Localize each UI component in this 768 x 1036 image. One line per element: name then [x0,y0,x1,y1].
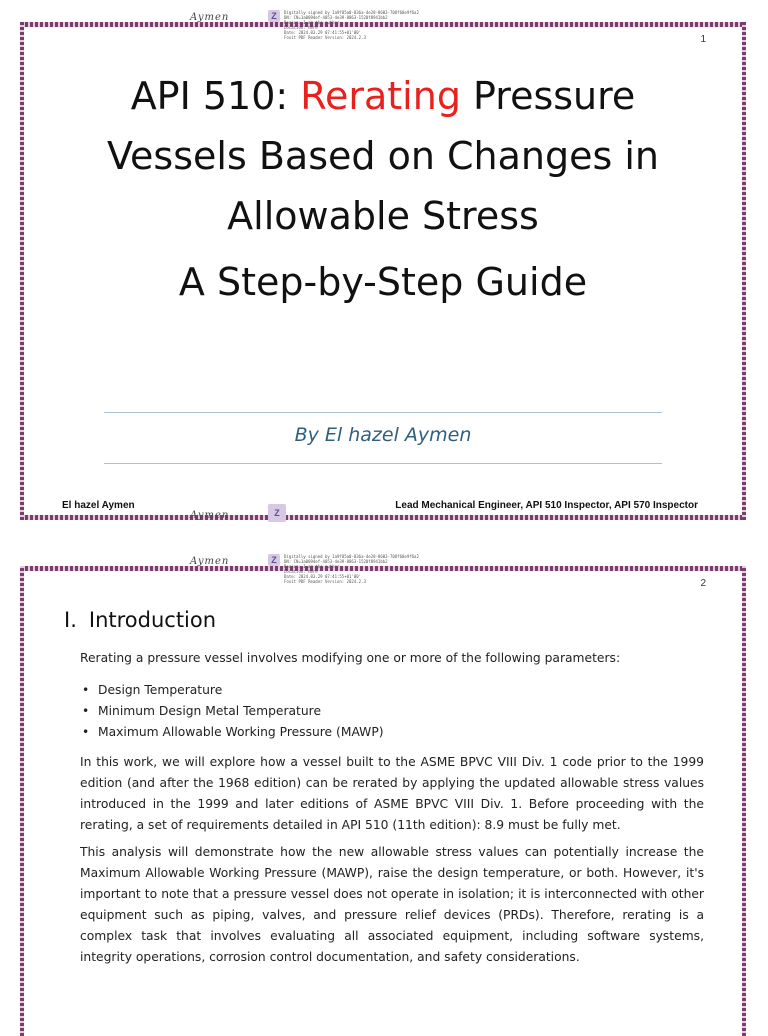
section-title: Introduction [88,608,217,632]
divider-bottom [104,463,662,464]
intro-paragraph: Rerating a pressure vessel involves modifying one or more of the following parameters: [80,651,621,665]
bullet-icon: • [82,683,90,697]
list-item: • Maximum Allowable Working Pressure (MAWP) [80,722,384,743]
digital-signature-text: Digitally signed by 1a9f05a0-036a-4e20-8603-708f68e9f6a2 DN: CN=1a0094ef-4053-4e39-8863-1520f8941bb2 Reason: I am the author Location: here Date: 2024.03.29 07:41:55+01'00' Foxit PDF Reader Version: 2024.2.3 [284,554,419,584]
bottom-signature-block [268,504,286,522]
footer-credentials: Lead Mechanical Engineer, API 510 Inspector, API 570 Inspector [395,500,698,511]
page-number: 1 [700,34,706,45]
list-item: • Minimum Design Metal Temperature [80,701,384,722]
signature-scribble: Aymen [190,12,230,23]
signature-scribble: Aymen [190,556,230,567]
section-number: I. [64,608,77,632]
foxit-logo-icon: Z [268,10,280,22]
title-line-3: Allowable Stress [227,194,539,238]
digital-signature-block [268,554,419,584]
body-paragraph-2: This analysis will demonstrate how the new allowable stress values can potentially increase the Maximum Allowable Working Pressure (MAWP), raise the design temperature, or both. However, it's important to note that a pressure vessel does not operate in isolation; it is interconnected with other equipment such as piping, valves, and pressure relief devices (PRDs). Therefore, rerating is a complex task that involves evaluating all associated equipment, including software systems, integrity operations, corrosion control documentation, and safety considerations. [80,845,704,964]
document-page-2 [20,554,746,1036]
author-byline: By El hazel Aymen [294,424,472,446]
bullet-icon: • [82,704,90,718]
title-line-1: API 510: Rerating Pressure [130,74,636,118]
section-heading [64,608,216,632]
foxit-logo-icon: Z [268,504,286,522]
title-line-2: Vessels Based on Changes in [107,134,659,178]
page-number: 2 [700,578,706,589]
page-border-right [742,566,746,1036]
list-item: • Design Temperature [80,680,384,701]
page-border-left [20,566,24,1036]
document-page-1 [20,10,746,521]
body-paragraph-1: In this work, we will explore how a vessel built to the ASME BPVC VIII Div. 1 code prior to the 1999 edition (and after the 1968 edition) can be rerated by applying the updated allowable stress values introduced in the 1999 and later editions of ASME BPVC VIII Div. 1. Before proceeding with the rerating, a set of requirements detailed in API 510 (11th edition): 8.9 must be fully met. [80,755,704,832]
bottom-signature-scribble: Aymen [190,510,230,521]
digital-signature-text: Digitally signed by 1a9f05a0-036a-4e20-8603-708f68e9f6a2 DN: CN=1a0094ef-4053-4e39-8863-1520f8941bb2 Reason: I am the author Location: here Date: 2024.03.29 07:41:55+01'00' Foxit PDF Reader Version: 2024.2.3 [284,10,419,40]
digital-signature-block [268,10,419,40]
document-title [20,66,746,312]
parameter-list [80,680,384,743]
document-subtitle: A Step-by-Step Guide [178,260,588,304]
page-border-bottom [20,515,746,520]
foxit-logo-icon: Z [268,554,280,566]
divider-top [104,412,662,413]
footer-author: El hazel Aymen [62,500,135,511]
title-accent-word: Rerating [300,74,461,118]
bullet-icon: • [82,725,90,739]
